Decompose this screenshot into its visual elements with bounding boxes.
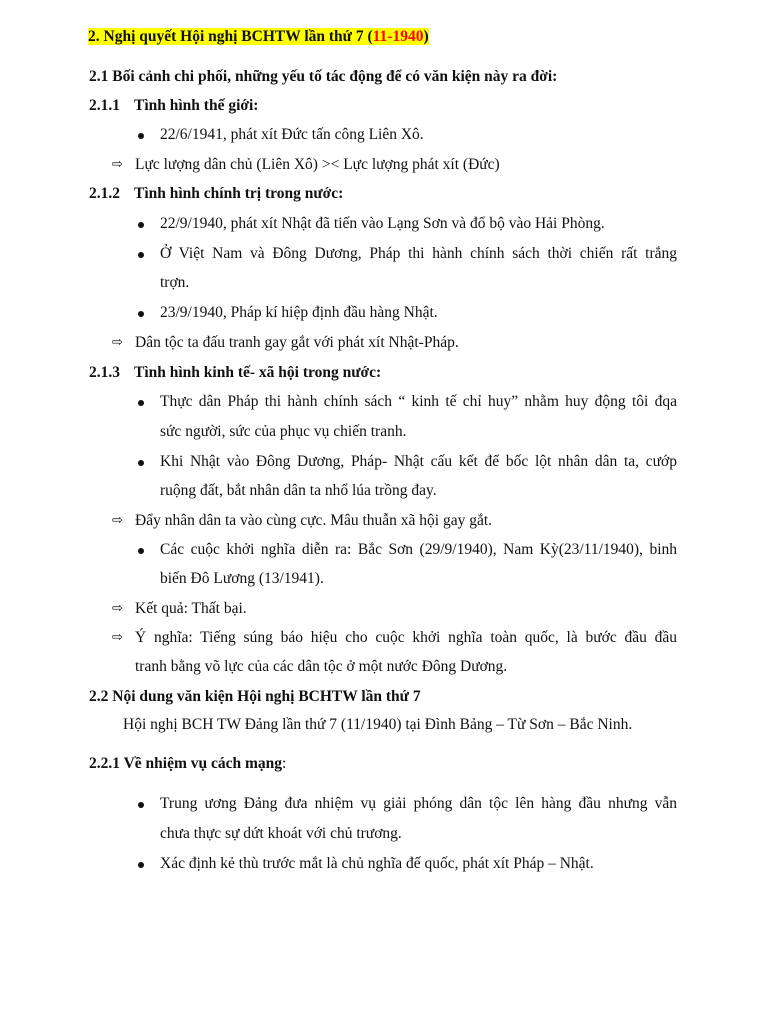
arrow-right-icon: ⇨ [112, 630, 123, 645]
bullet-icon [138, 311, 144, 317]
section-2-1-heading: 2.1 Bối cảnh chi phối, những yếu tố tác động để có văn kiện này ra đời: [89, 68, 558, 85]
list-item-line: Các cuộc khởi nghĩa diễn ra: Bắc Sơn (29/9/1940), Nam Kỳ(23/11/1940), binh [160, 541, 677, 558]
bullet-icon [138, 133, 144, 139]
section-title: 2.2.1 Về nhiệm vụ cách mạng [89, 755, 283, 772]
list-item: 23/9/1940, Pháp kí hiệp định đầu hàng Nhật. [160, 304, 438, 321]
section-2-2-1-heading: 2.2.1 Về nhiệm vụ cách mạng: [89, 755, 287, 772]
section-number: 2.1.1 [89, 97, 120, 114]
list-item-line: biến Đô Lương (13/1941). [160, 570, 324, 587]
arrow-item: Lực lượng dân chủ (Liên Xô) >< Lực lượng phát xít (Đức) [135, 156, 500, 173]
arrow-item-line: tranh bằng võ lực của các dân tộc ở một nước Đông Dương. [135, 658, 508, 675]
section-title: Tình hình thế giới: [134, 97, 259, 114]
arrow-right-icon: ⇨ [112, 513, 123, 528]
section-number: 2.1.2 [89, 185, 120, 202]
list-item: Xác định kẻ thù trước mắt là chủ nghĩa đế quốc, phát xít Pháp – Nhật. [160, 855, 594, 872]
title-text: 2. Nghị quyết Hội nghị BCHTW lần thứ 7 ( [88, 28, 373, 45]
bullet-icon [138, 460, 144, 466]
versus-symbol: >< [321, 156, 340, 173]
list-item-line: sức người, sức của phục vụ chiến tranh. [160, 423, 407, 440]
list-item: 22/9/1940, phát xít Nhật đã tiến vào Lạng Sơn và đổ bộ vào Hải Phòng. [160, 215, 605, 232]
section-2-2-heading: 2.2 Nội dung văn kiện Hội nghị BCHTW lần thứ 7 [89, 688, 421, 705]
list-item-line: Ở Việt Nam và Đông Dương, Pháp thi hành chính sách thời chiến rất trắng [160, 245, 677, 262]
section-title: Tình hình chính trị trong nước: [134, 185, 344, 202]
arrow-right-icon: ⇨ [112, 601, 123, 616]
section-2-1-3-heading [89, 364, 381, 382]
list-item-line: chưa thực sự dứt khoát với chủ trương. [160, 825, 402, 842]
arrow-right-icon: ⇨ [112, 157, 123, 172]
section-number: 2.1.3 [89, 364, 120, 381]
bullet-icon [138, 222, 144, 228]
bullet-icon [138, 802, 144, 808]
paragraph: Hội nghị BCH TW Đảng lần thứ 7 (11/1940) tại Đình Bảng – Từ Sơn – Bắc Ninh. [123, 716, 633, 733]
arrow-item: Kết quả: Thất bại. [135, 600, 247, 617]
section-2-1-1-heading [89, 97, 258, 115]
arrow-item: Đẩy nhân dân ta vào cùng cực. Mâu thuẫn xã hội gay gắt. [135, 512, 493, 529]
list-item-line: trợn. [160, 274, 190, 291]
arrow-item: Dân tộc ta đấu tranh gay gắt với phát xít Nhật-Pháp. [135, 334, 459, 351]
list-item-line: Khi Nhật vào Đông Dương, Pháp- Nhật cấu kết để bốc lột nhân dân ta, cướp [160, 453, 677, 470]
bullet-icon [138, 400, 144, 406]
title-highlight [88, 28, 429, 45]
bullet-icon [138, 862, 144, 868]
bullet-icon [138, 548, 144, 554]
list-item: 22/6/1941, phát xít Đức tấn công Liên Xô. [160, 126, 424, 143]
section-2-1-2-heading [89, 185, 343, 203]
list-item-line: ruộng đất, bắt nhân dân ta nhổ lúa trồng đay. [160, 482, 437, 499]
title-date: 11-1940 [372, 28, 424, 45]
section-title: Tình hình kinh tế- xã hội trong nước: [134, 364, 382, 381]
document-title [88, 28, 429, 46]
arrow-right-icon: ⇨ [112, 335, 123, 350]
list-item-line: Trung ương Đảng đưa nhiệm vụ giải phóng dân tộc lên hàng đầu nhưng vẫn [160, 795, 677, 812]
bullet-icon [138, 252, 144, 258]
title-suffix: ) [423, 28, 429, 45]
arrow-item-line: Ý nghĩa: Tiếng súng báo hiệu cho cuộc khởi nghĩa toàn quốc, là bước đầu đầu [135, 629, 677, 646]
list-item-line: Thực dân Pháp thi hành chính sách “ kinh tế chỉ huy” nhằm huy động tôi đqa [160, 393, 677, 410]
